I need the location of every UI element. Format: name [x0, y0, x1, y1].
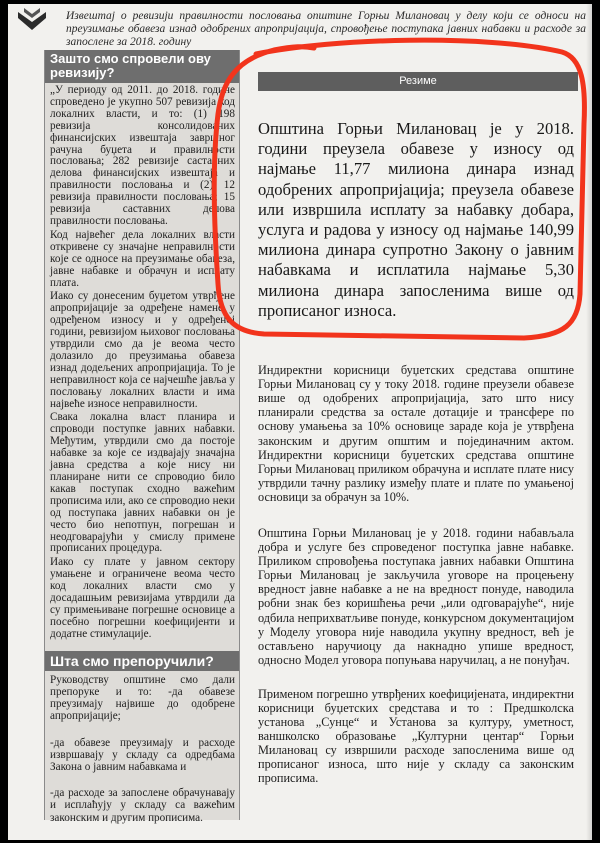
resume-heading: Резиме — [258, 72, 578, 91]
institution-logo-icon — [18, 8, 46, 30]
recommendation-item: -да обавезе преузимају и расходе извршавају у складу са одредбама Закона о јавним набавкама и — [50, 736, 235, 773]
body-paragraph: Применом погрешно утврђених коефицијената, индиректни корисници буџетских средстава и то : Предшколска установа „Сунце“ и Установа за културу, уметност, ваншколско образовање „Културни центар“ Горњи Милановац су извршили расходе запосленима више од прописаног износа, што није у складу са законским прописима. — [258, 686, 574, 786]
sidebar-panel — [44, 50, 240, 824]
summary-paragraph: Општина Горњи Милановац је у 2018. години преузела обавезе у износу од најмање 11,77 милиона динара изнад одобрених апропријација; преузела обавезе или извршила исплату за набавку добара, услуга и радова у износу од најмање 140,99 милиона динара супротно Закону о јавним набавкама и исплатила најмање 5,30 милиона динара запосленима више од прописаног износа. — [258, 119, 574, 320]
body-paragraph: Индиректни корисници буџетских средстава општине Горњи Милановац су у току 2018. године преузели обавезе више од одобрених апропријација, зато што нису планирали средства за остале дотације и трансфере по основу умањења за 10% основице зараде која је утврђена законским и другим општим и појединачним актом. Индиректни корисници буџетских средстава општине Горњи Милановац приликом обрачуна и исплате плате нису утврдили тачну разлику између плате и плате по умањеној основици за обрачун за 10%. — [258, 363, 574, 504]
body-paragraph: Општина Горњи Милановац је у 2018. години набављала добра и услуге без спроведеног поступка јавне набавке. Приликом спровођења поступака јавних набавки Општина Горњи Милановац је закључила уговоре на процењену вредност јавне набавке а не на вредност понуде, наводила робни знак без коришћења речи „или одговарајуће“, није одбила неприхватљиве понуде, конкурсном документацијом у Моделу уговора није наводила укупну вредност, већ је остављено наручиоцу да накнадно упише вредност, односно Модел уговора попуњава наручилац, а не понуђач. — [258, 525, 574, 667]
recommendation-item: Руководству општине смо дали препоруке и то: -да обавезе преузимају највише до одобрене апропријације; — [50, 673, 235, 723]
page-header — [8, 4, 592, 48]
why-paragraph: „У периоду од 2011. до 2018. године спроведено је укупно 507 ревизија код локалних власти, и то: (1) 198 ревизија консолидованих финансијских извештаја завршног рачуна буџета и правилности пословања; 282 ревизије саставних делова финансијских извештаја и правилности пословања и (2) 12 ревизија правилности пословања; 15 ревизија саставних делова правилности пословања. — [50, 84, 235, 227]
why-text — [45, 83, 239, 641]
why-paragraph: Иако су плате у јавном сектору умањене и ограничене веома често код локалних власти смо у досадашњим ревизијама утврдили да су примењиване погрешне основице а посебно погрешни коефицијенти и додатне стимулације. — [50, 556, 235, 640]
main-column — [254, 72, 584, 786]
report-title: Извештај о ревизији правилности пословања општине Горњи Милановац у делу који се односи на преузимање обавеза изнад одобрених апропријација, спровођење поступака јавних набавки и расходе за запослене за 2018. годину — [66, 10, 586, 48]
why-paragraph: Иако су донесеним буџетом утврђене апропријације за одређене намене у одређеном износу и у одређеној години, ревизијом њиховог пословања утврдили смо да је веома често долазило до преузимања обавеза изнад додељених апропријација. То је неправилност која се најчешће јавља у пословању локалних власти и има највеће износе неправилности. — [50, 290, 235, 410]
why-heading: Зашто смо спровели ову ревизију? — [45, 50, 239, 83]
why-paragraph: Код највећег дела локалних власти откривене су значајне неправилности које се односе на преузимање обавеза, јавне набавке и обрачун и исплату плата. — [50, 228, 235, 289]
document-page — [8, 4, 592, 840]
why-paragraph: Свака локална власт планира и спроводи поступке јавних набавки. Међутим, утврдили смо да постоје набавке за које се издвајају значајна јавна средства а које нису ни планиране нити се спроводио било какав поступак сходно важећим прописима или, ако се спроводио неки од поступака јавних набавки он је често био непотпун, погрешан и неодговарајући у смислу примене прописаних процедура. — [50, 411, 235, 555]
recommendations-heading: Шта смо препоручили? — [45, 651, 239, 671]
recommendation-item: -да расходе за запослене обрачунавају и исплаћују у складу са важећим законским и другим прописима. — [50, 787, 235, 824]
page-edge-shadow — [586, 4, 592, 840]
recommendations-text — [45, 671, 239, 824]
summary-text — [258, 119, 574, 321]
